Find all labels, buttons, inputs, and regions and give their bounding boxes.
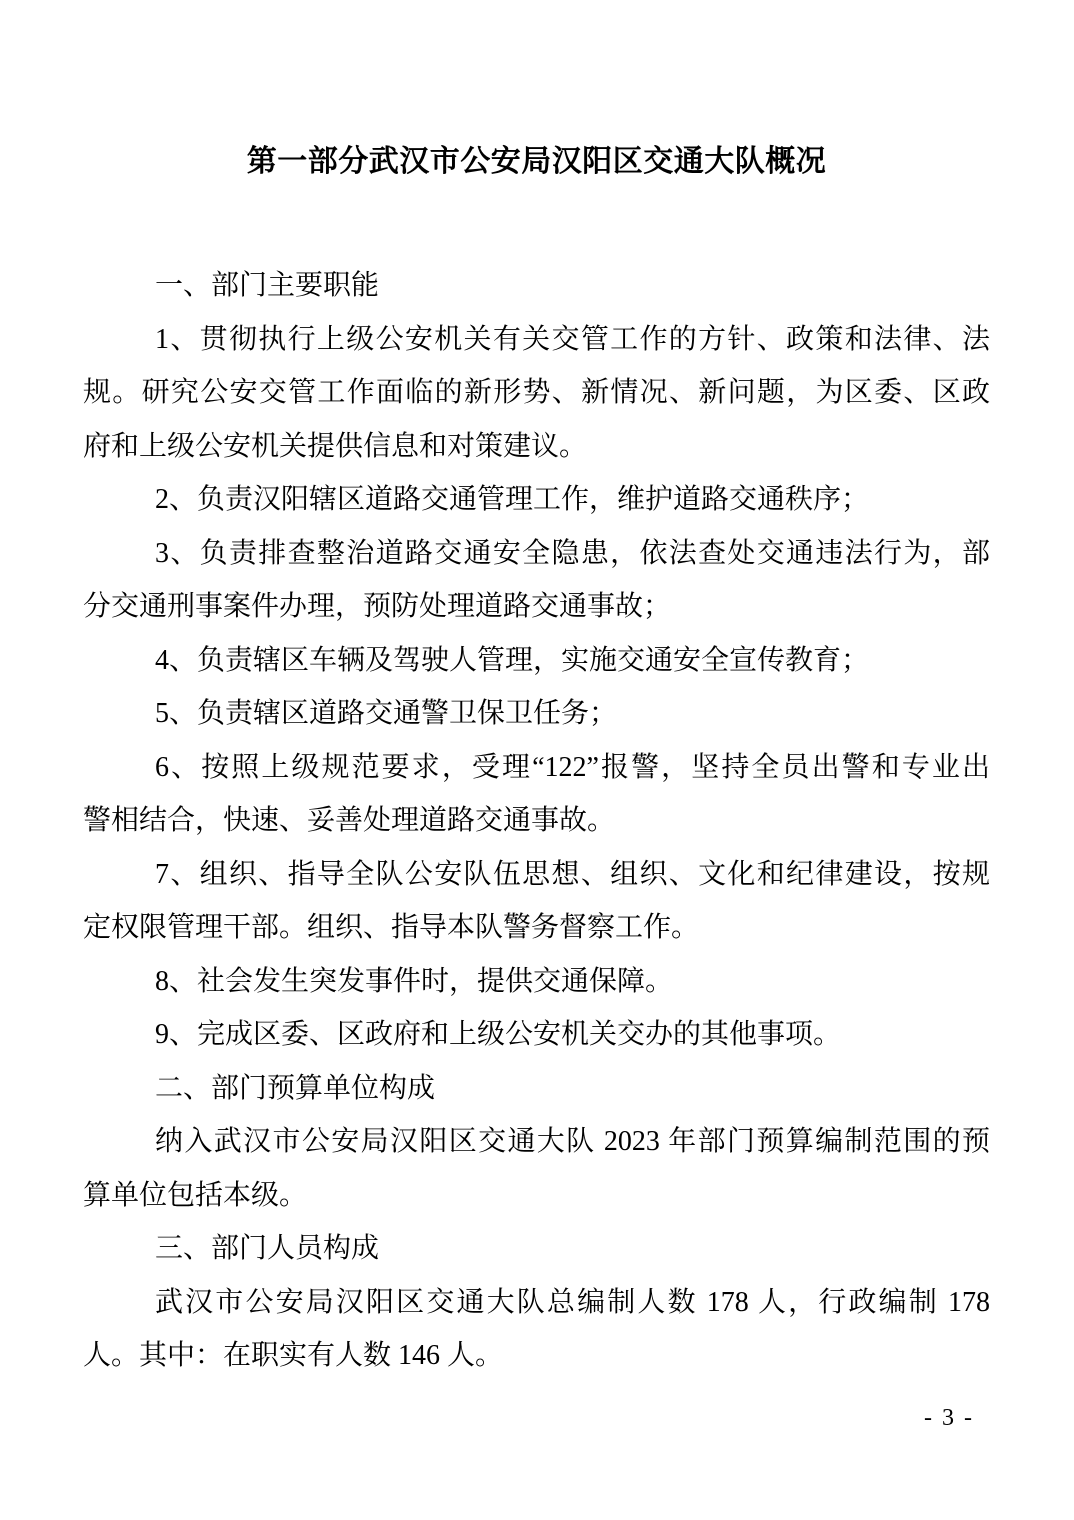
text-line: 2、负责汉阳辖区道路交通管理工作，维护道路交通秩序； bbox=[155, 484, 870, 515]
text-line: 纳入武汉市公安局汉阳区交通大队 2023 年部门预算编制范围的预 bbox=[155, 1126, 990, 1157]
text-line: 一、部门主要职能 bbox=[155, 270, 380, 301]
text-line: 人。其中：在职实有人数 146 人。 bbox=[83, 1340, 504, 1371]
text-line: 8、社会发生突发事件时，提供交通保障。 bbox=[155, 965, 674, 997]
text-line: 7、组织、指导全队公安队伍思想、组织、文化和纪律建设，按规 bbox=[155, 858, 990, 890]
text-line: 1、贯彻执行上级公安机关有关交管工作的方针、政策和法律、法 bbox=[155, 323, 990, 355]
text-line: 3、负责排查整治道路交通安全隐患，依法查处交通违法行为，部 bbox=[155, 537, 990, 569]
text-line: 5、负责辖区道路交通警卫保卫任务； bbox=[155, 698, 618, 729]
text-line: 4、负责辖区车辆及驾驶人管理，实施交通安全宣传教育； bbox=[155, 644, 870, 676]
document-title: 第一部分武汉市公安局汉阳区交通大队概况 bbox=[246, 145, 827, 178]
text-line: 二、部门预算单位构成 bbox=[155, 1072, 436, 1104]
text-line: 分交通刑事案件办理，预防处理道路交通事故； bbox=[83, 591, 672, 622]
text-line: 9、完成区委、区政府和上级公安机关交办的其他事项。 bbox=[155, 1019, 842, 1050]
text-line: 算单位包括本级。 bbox=[83, 1179, 308, 1211]
text-line: 武汉市公安局汉阳区交通大队总编制人数 178 人，行政编制 178 bbox=[155, 1286, 990, 1318]
page-number: - 3 - bbox=[924, 1405, 974, 1431]
text-line: 警相结合，快速、妥善处理道路交通事故。 bbox=[83, 805, 616, 836]
text-line: 三、部门人员构成 bbox=[155, 1233, 380, 1264]
text-line: 6、按照上级规范要求，受理“122”报警，坚持全员出警和专业出 bbox=[155, 751, 990, 783]
text-line: 府和上级公安机关提供信息和对策建议。 bbox=[83, 430, 588, 462]
text-line: 规。研究公安交管工作面临的新形势、新情况、新问题，为区委、区政 bbox=[83, 377, 990, 408]
document-body bbox=[83, 259, 990, 1383]
text-line: 定权限管理干部。组织、指导本队警务督察工作。 bbox=[83, 912, 700, 943]
